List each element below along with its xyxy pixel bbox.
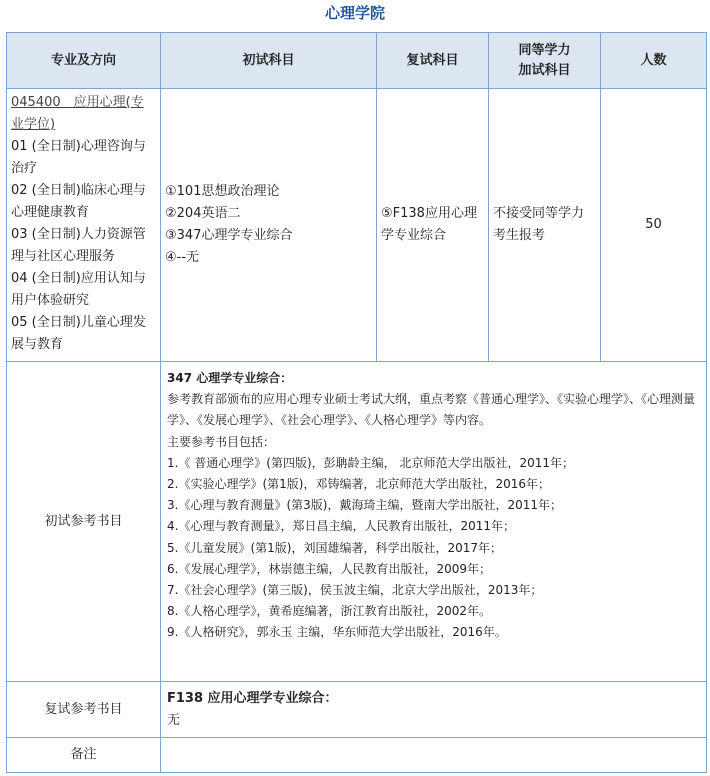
initial-refs-content: [161, 362, 707, 682]
table-row: [7, 89, 707, 362]
retest-refs-text: 无: [167, 713, 181, 728]
header-retest-subjects: 复试科目: [377, 33, 489, 89]
table-header-row: [7, 33, 707, 89]
initial-refs-label: 初试参考书目: [7, 362, 161, 682]
exam-psychology: ③347心理学专业综合: [165, 228, 293, 243]
direction-05: 05 (全日制)儿童心理发展与教育: [11, 315, 146, 352]
exam-english: ②204英语二: [165, 206, 241, 221]
initial-exams-cell: [161, 89, 377, 362]
reference-book: 5.《儿童发展》(第1版)，刘国雄编著，科学出版社，2017年；: [167, 540, 502, 555]
exam-politics: ①101思想政治理论: [165, 184, 280, 199]
retest-refs-row: [7, 682, 707, 738]
direction-01: 01 (全日制)心理咨询与治疗: [11, 139, 146, 176]
header-major: 专业及方向: [7, 33, 161, 89]
header-equivalent-line1: 同等学力: [518, 42, 571, 58]
reference-book: 4.《心理与教育测量》，郑日昌主编，人民教育出版社，2011年；: [167, 519, 515, 534]
major-cell: [7, 89, 161, 362]
header-equivalent-subjects: [489, 33, 601, 89]
retest-refs-title: F138 应用心理学专业综合：: [167, 691, 338, 706]
college-title: 心理学院: [324, 4, 385, 22]
equivalent-cell: 不接受同等学力考生报考: [489, 89, 601, 362]
major-code[interactable]: 045400 应用心理(专业学位): [11, 95, 144, 132]
count-cell: 50: [601, 89, 707, 362]
retest-refs-content: [161, 682, 707, 738]
direction-04: 04 (全日制)应用认知与用户体验研究: [11, 271, 146, 308]
initial-refs-books-intro: 主要参考书目包括：: [167, 434, 276, 449]
reference-book: 9.《人格研究》，郭永玉 主编，华东师范大学出版社，2016年。: [167, 625, 507, 640]
reference-book: 8.《人格心理学》，黄希庭编著，浙江教育出版社，2002年。: [167, 604, 491, 619]
retest-refs-label: 复试参考书目: [7, 682, 161, 738]
reference-book: 2.《实验心理学》(第1版)，邓铸编著，北京师范大学出版社，2016年；: [167, 477, 550, 492]
header-equivalent-line2: 加试科目: [518, 62, 571, 78]
admission-table: [6, 32, 707, 773]
reference-book: 1.《 普通心理学》(第四版)，彭聃龄主编， 北京师范大学出版社，2011年；: [167, 455, 574, 470]
initial-refs-description: 参考教育部颁布的应用心理专业硕士考试大纲，重点考察《普通心理学》、《实验心理学》、《心理测量学》、《发展心理学》、《社会心理学》、《人格心理学》等内容。: [167, 392, 696, 428]
direction-03: 03 (全日制)人力资源管理与社区心理服务: [11, 227, 146, 264]
header-count: 人数: [601, 33, 707, 89]
direction-02: 02 (全日制)临床心理与心理健康教育: [11, 183, 146, 220]
remarks-row: [7, 738, 707, 773]
initial-refs-title: 347 心理学专业综合：: [167, 371, 293, 385]
exam-fourth: ④--无: [165, 250, 200, 265]
initial-refs-row: [7, 362, 707, 682]
header-initial-subjects: 初试科目: [161, 33, 377, 89]
reference-book: 3.《心理与教育测量》(第3版)，戴海琦主编，暨南大学出版社，2011年；: [167, 498, 562, 513]
remarks-label: 备注: [7, 738, 161, 773]
reference-book: 7.《社会心理学》(第三版)，侯玉波主编，北京大学出版社，2013年；: [167, 583, 543, 598]
retest-exam-cell: ⑤F138应用心理学专业综合: [377, 89, 489, 362]
reference-book: 6.《发展心理学》，林崇德主编，人民教育出版社，2009年；: [167, 561, 491, 576]
remarks-content: [161, 738, 707, 773]
